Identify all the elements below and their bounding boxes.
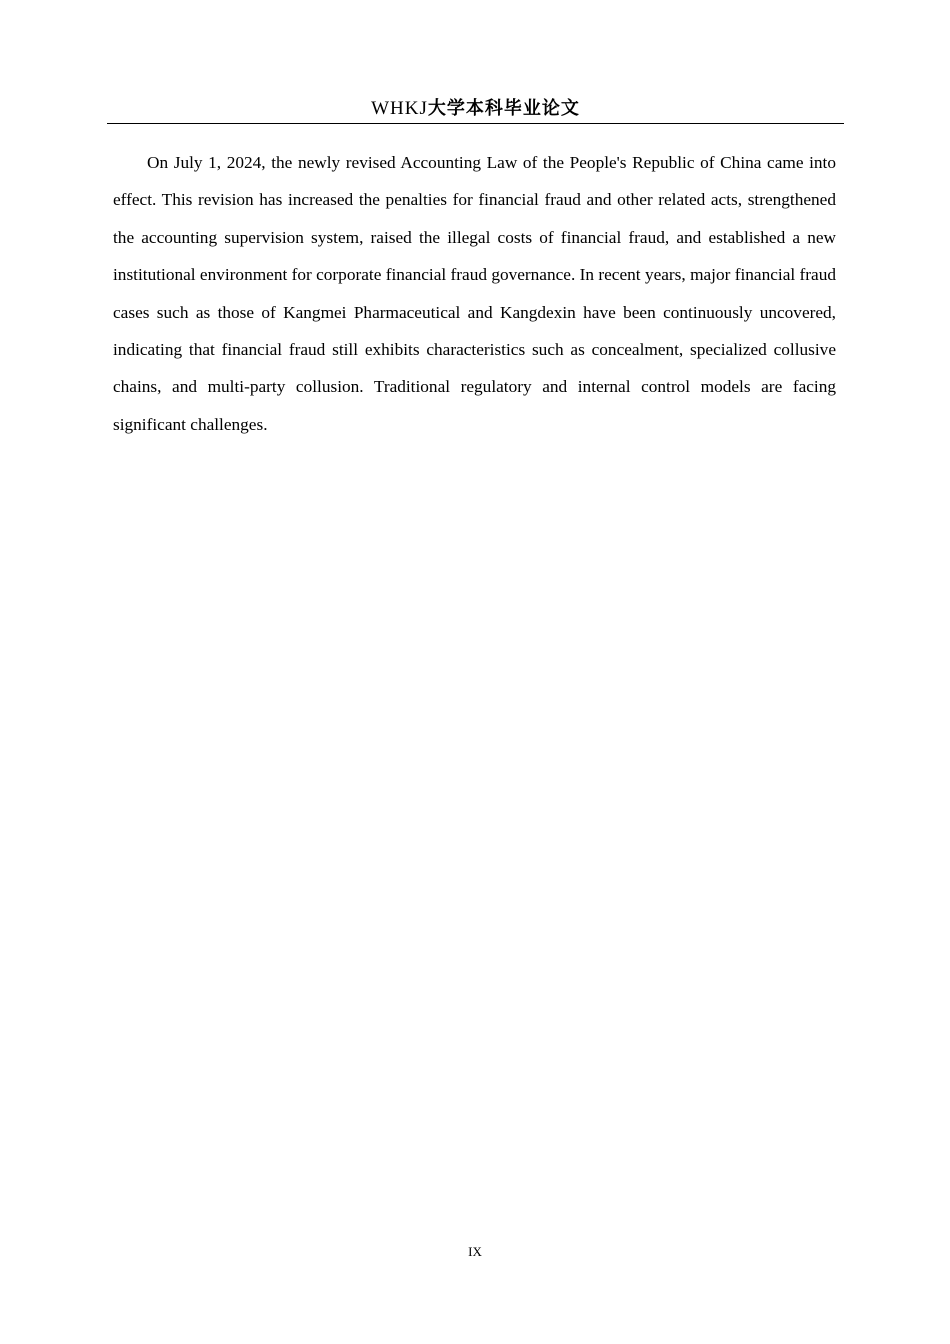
header-title-latin: WHKJ (371, 98, 428, 119)
page-header (107, 96, 844, 124)
header-title (371, 96, 580, 122)
header-title-cjk: 大学本科毕业论文 (427, 98, 580, 119)
page-number: IX (468, 1244, 482, 1259)
body-paragraph: On July 1, 2024, the newly revised Accounting Law of the People's Republic of China came into effect. This revision has increased the penalties for financial fraud and other related acts, strengthened the accounting supervision system, raised the illegal costs of financial fraud, and established a new institutional environment for corporate financial fraud governance. In recent years, major financial fraud cases such as those of Kangmei Pharmaceutical and Kangdexin have been continuously uncovered, indicating that financial fraud still exhibits characteristics such as concealment, specialized collusive chains, and multi-party collusion. Traditional regulatory and internal control models are facing significant challenges. (113, 153, 836, 434)
